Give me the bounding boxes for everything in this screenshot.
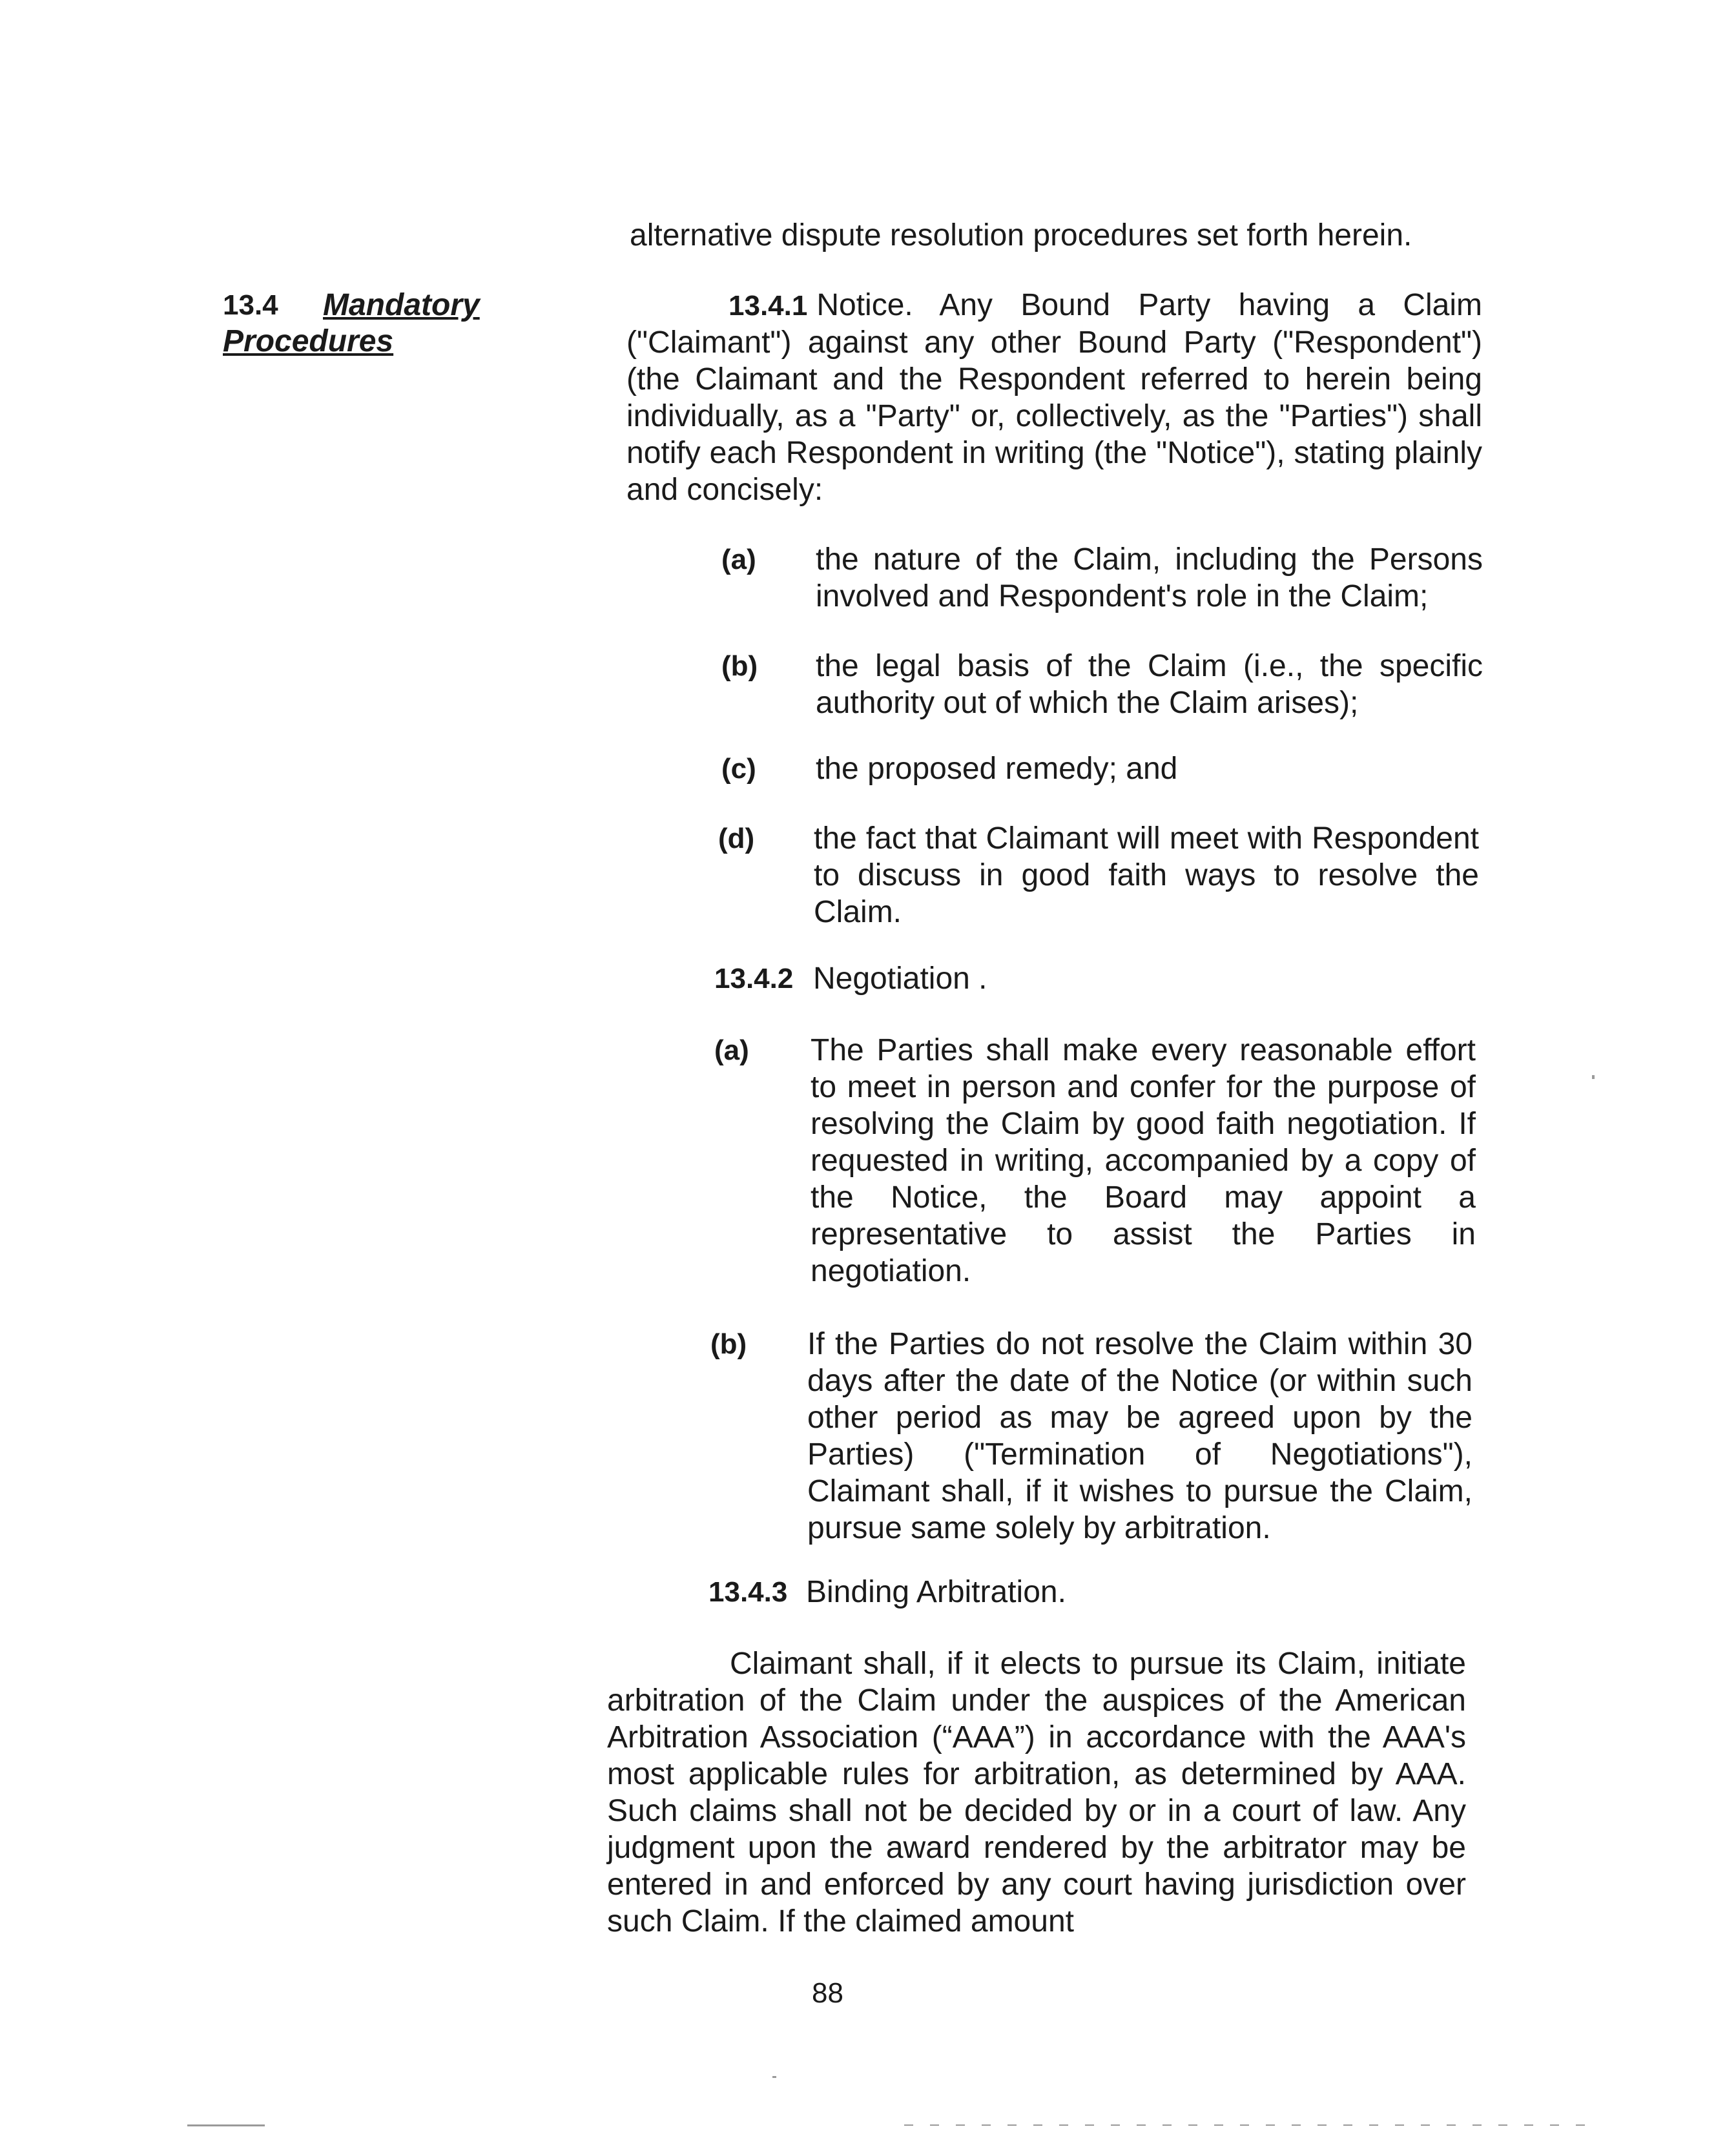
- notice-item-a-text: the nature of the Claim, including the Persons involved and Respondent's role in the Claim;: [816, 542, 1483, 613]
- scan-artifact: [772, 2076, 776, 2078]
- scan-artifact: [187, 2124, 265, 2126]
- notice-item-d-text: the fact that Claimant will meet with Respondent to discuss in good faith ways to resolve the Claim.: [814, 821, 1479, 929]
- notice-item-b-text: the legal basis of the Claim (i.e., the specific authority out of which the Claim arises);: [816, 649, 1483, 720]
- notice-item-d-label: (d): [718, 823, 755, 854]
- section-13-4-1-text: Notice. Any Bound Party having a Claim ("Claimant") against any other Bound Party ("Respondent") (the Claimant and the Respondent referred to herein being individually, as a "Party" or, collectively, as the "Parties") shall notify each Respondent in writing (the "Notice"), stating plainly and concisely:: [626, 288, 1482, 507]
- section-13-4-1-paragraph: [626, 287, 1482, 508]
- side-heading-number: 13.4: [223, 289, 278, 321]
- section-13-4-1-number: 13.4.1: [728, 290, 808, 322]
- section-13-4-2-number: 13.4.2: [714, 963, 794, 994]
- continuation-line: alternative dispute resolution procedures set forth herein.: [630, 218, 1412, 252]
- negotiation-item-b-label: (b): [710, 1328, 747, 1360]
- notice-item-c-text: the proposed remedy; and: [816, 752, 1178, 786]
- side-heading-title-line1: Mandatory: [323, 288, 480, 322]
- notice-item-c-label: (c): [721, 753, 756, 785]
- section-13-4-3-paragraph: Claimant shall, if it elects to pursue its Claim, initiate arbitration of the Claim under the auspices of the American Arbitration Association (“AAA”) in accordance with the AAA's most applicable rules for arbitration, as determined by AAA. Such claims shall not be decided by or in a court of law. Any judgment upon the award rendered by the arbitrator may be entered in and enforced by any court having jurisdiction over such Claim. If the claimed amount: [607, 1647, 1466, 1938]
- notice-item-a-label: (a): [721, 544, 756, 575]
- negotiation-item-a-text: The Parties shall make every reasonable effort to meet in person and confer for the purpose of resolving the Claim by good faith negotiation. If requested in writing, accompanied by a copy of the Notice, the Board may appoint a representative to assist the Parties in negotiation.: [811, 1033, 1476, 1288]
- section-13-4-3-number: 13.4.3: [708, 1576, 788, 1608]
- section-13-4-2-title: Negotiation .: [813, 961, 987, 996]
- page-number: 88: [812, 1977, 843, 2009]
- section-13-4-3-title: Binding Arbitration.: [806, 1575, 1066, 1609]
- negotiation-item-a-label: (a): [714, 1034, 749, 1066]
- notice-item-b-label: (b): [721, 650, 758, 682]
- side-heading-title-line2: Procedures: [223, 324, 394, 358]
- negotiation-item-b-text: If the Parties do not resolve the Claim within 30 days after the date of the Notice (or within such other period as may be agreed upon by the Parties) ("Termination of Negotiations"), Claimant shall, if it wishes to pursue the Claim, pursue same solely by arbitration.: [807, 1327, 1472, 1545]
- scan-artifact: [1592, 1075, 1595, 1079]
- scan-artifact: [904, 2124, 1602, 2126]
